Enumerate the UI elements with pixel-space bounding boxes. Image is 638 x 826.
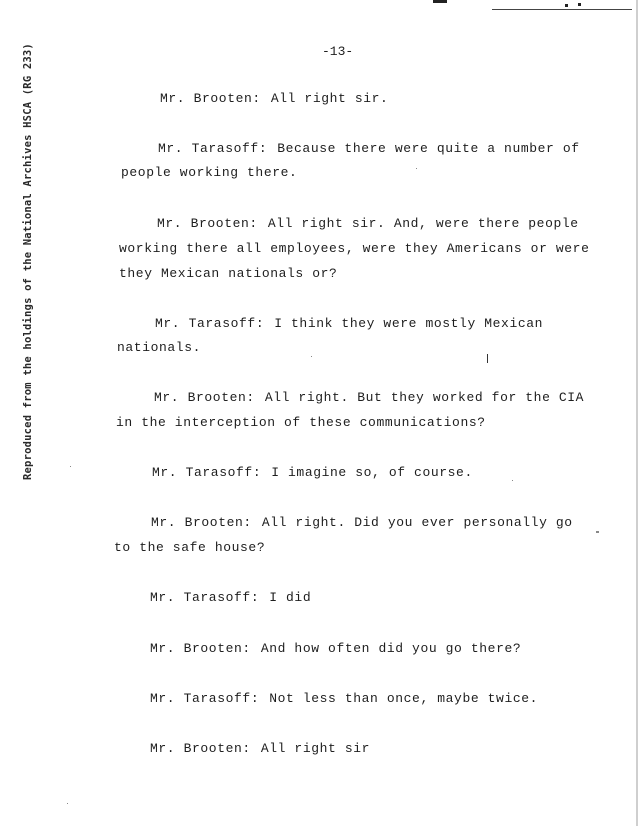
speaker-name: Mr. Tarasoff: [152, 465, 262, 480]
top-edge-mark [578, 3, 581, 6]
speaker-line [160, 91, 388, 106]
scan-speck [596, 531, 599, 533]
speaker-name: Mr. Brooten: [150, 741, 251, 756]
speaker-name: Mr. Brooten: [157, 216, 258, 231]
speaker-name: Mr. Brooten: [150, 641, 251, 656]
top-edge-mark [433, 0, 447, 3]
dialogue-text: I imagine so, of course. [271, 465, 473, 480]
dialogue-continuation: to the safe house? [114, 540, 266, 555]
page-number: -13- [322, 44, 354, 59]
speaker-line [158, 141, 580, 156]
dialogue-text: All right. Did you ever personally go [261, 515, 573, 530]
speaker-line [157, 216, 579, 231]
speaker-line [150, 590, 311, 605]
speaker-line [155, 316, 543, 331]
speaker-line [150, 691, 538, 706]
dialogue-text: I did [269, 590, 312, 605]
speaker-line [154, 390, 584, 405]
speaker-line [151, 515, 573, 530]
dialogue-text: Not less than once, maybe twice. [269, 691, 539, 706]
dialogue-text: And how often did you go there? [260, 641, 522, 656]
dialogue-text: All right. But they worked for the CIA [264, 390, 585, 405]
speaker-name: Mr. Brooten: [160, 91, 261, 106]
dialogue-text: Because there were quite a number of [277, 141, 580, 156]
top-edge-rule [492, 9, 632, 10]
dialogue-text: All right sir [260, 741, 371, 756]
top-edge-mark [565, 4, 568, 7]
dialogue-continuation: they Mexican nationals or? [119, 266, 338, 281]
scan-speck [416, 168, 417, 169]
scan-speck [487, 354, 488, 363]
scan-speck [512, 480, 513, 481]
speaker-name: Mr. Tarasoff: [155, 316, 265, 331]
speaker-line [152, 465, 473, 480]
dialogue-continuation: nationals. [117, 340, 202, 355]
dialogue-text: All right sir. [270, 91, 389, 106]
scan-speck [311, 356, 312, 357]
speaker-line [150, 741, 370, 756]
speaker-line [150, 641, 521, 656]
dialogue-continuation: in the interception of these communications? [116, 415, 486, 430]
scan-speck [67, 803, 68, 804]
dialogue-continuation: people working there. [121, 165, 298, 180]
speaker-name: Mr. Tarasoff: [150, 590, 260, 605]
dialogue-continuation: working there all employees, were they Americans or were [119, 241, 590, 256]
speaker-name: Mr. Brooten: [154, 390, 255, 405]
scan-speck [70, 466, 71, 467]
speaker-name: Mr. Tarasoff: [158, 141, 268, 156]
speaker-name: Mr. Brooten: [151, 515, 252, 530]
dialogue-text: All right sir. And, were there people [267, 216, 579, 231]
archive-stamp: Reproduced from the holdings of the National Archives HSCA (RG 233) [22, 43, 34, 480]
dialogue-text: I think they were mostly Mexican [274, 316, 544, 331]
speaker-name: Mr. Tarasoff: [150, 691, 260, 706]
